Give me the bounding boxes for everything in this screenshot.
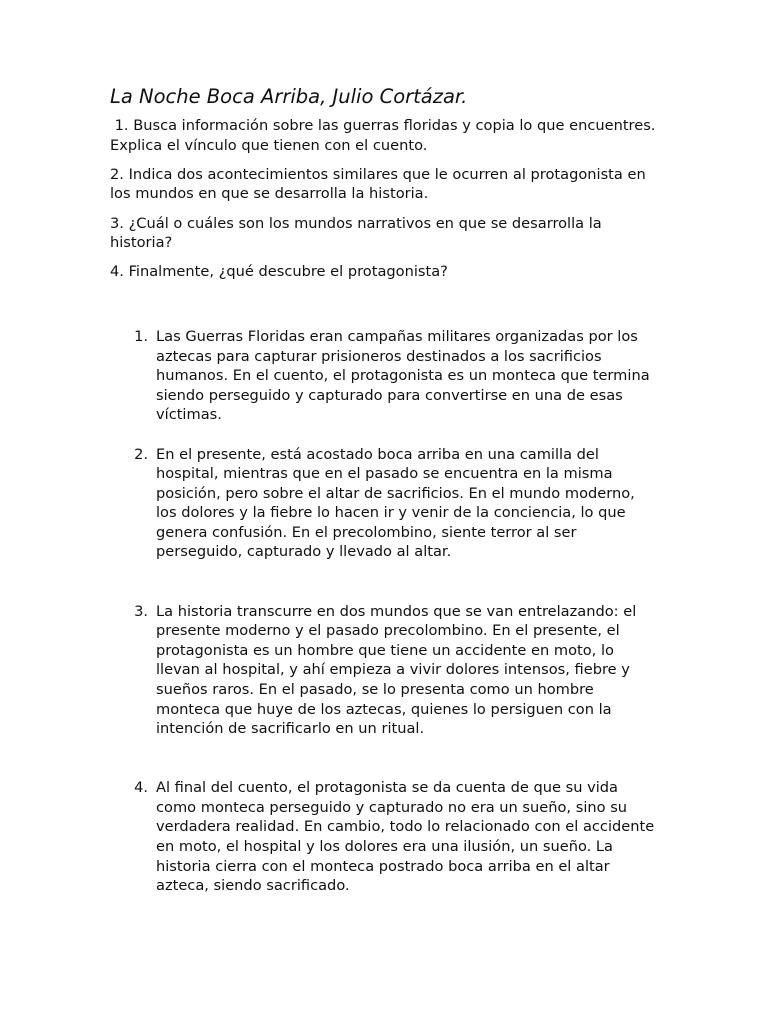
answer-text: Al final del cuento, el protagonista se da cuenta de que su vida como monteca perseguido y capturado no era un sueño, sino su verdadera realidad. En cambio, todo lo relacionado con el accidente en moto, el hospital y los dolores era una ilusión, un sueño. La historia cierra con el monteca postrado boca arriba en el altar azteca, siendo sacrificado.: [156, 779, 655, 895]
answer-text: La historia transcurre en dos mundos que se van entrelazando: el presente moderno y el pasado precolombino. En el presente, el protagonista es un hombre que tiene un accidente en moto, lo llevan al hospital, y ahí empieza a vivir dolores intensos, fiebre y sueños raros. En el pasado, se lo presenta como un hombre monteca que huye de los aztecas, quienes lo persiguen con la intención de sacrificarlo en un ritual.: [156, 602, 637, 738]
answer-number: 3.: [134, 602, 148, 620]
answer-item: [110, 778, 660, 896]
answer-item: [110, 602, 660, 739]
question-3: 3. ¿Cuál o cuáles son los mundos narrativos en que se desarrolla la historia?: [110, 214, 602, 252]
answer-number: 4.: [134, 779, 148, 797]
answer-item: [110, 327, 660, 425]
question-1: 1. Busca información sobre las guerras floridas y copia lo que encuentres. Explica el vínculo que tienen con el cuento.: [110, 117, 661, 154]
answer-item: [110, 445, 660, 563]
question-4: 4. Finalmente, ¿qué descubre el protagonista?: [110, 263, 448, 281]
answer-number: 2.: [134, 445, 148, 463]
answers-list: [110, 327, 660, 896]
document-title: La Noche Boca Arriba, Julio Cortázar.: [110, 85, 468, 108]
answer-text: En el presente, está acostado boca arriba en una camilla del hospital, mientras que en el pasado se encuentra en la misma posición, pero sobre el altar de sacrificios. En el mundo moderno, los dolores y la fiebre lo hacen ir y venir de la conciencia, lo que genera confusión. En el precolombino, siente terror al ser perseguido, capturado y llevado al altar.: [156, 445, 635, 561]
document-page: [110, 84, 660, 896]
answer-text: Las Guerras Floridas eran campañas militares organizadas por los aztecas para capturar prisioneros destinados a los sacrificios humanos. En el cuento, el protagonista es un monteca que termina siendo perseguido y capturado para convertirse en una de esas víctimas.: [156, 327, 650, 424]
answer-number: 1.: [134, 327, 148, 345]
question-2: 2. Indica dos acontecimientos similares que le ocurren al protagonista en los mundos en que se desarrolla la historia.: [110, 165, 646, 203]
